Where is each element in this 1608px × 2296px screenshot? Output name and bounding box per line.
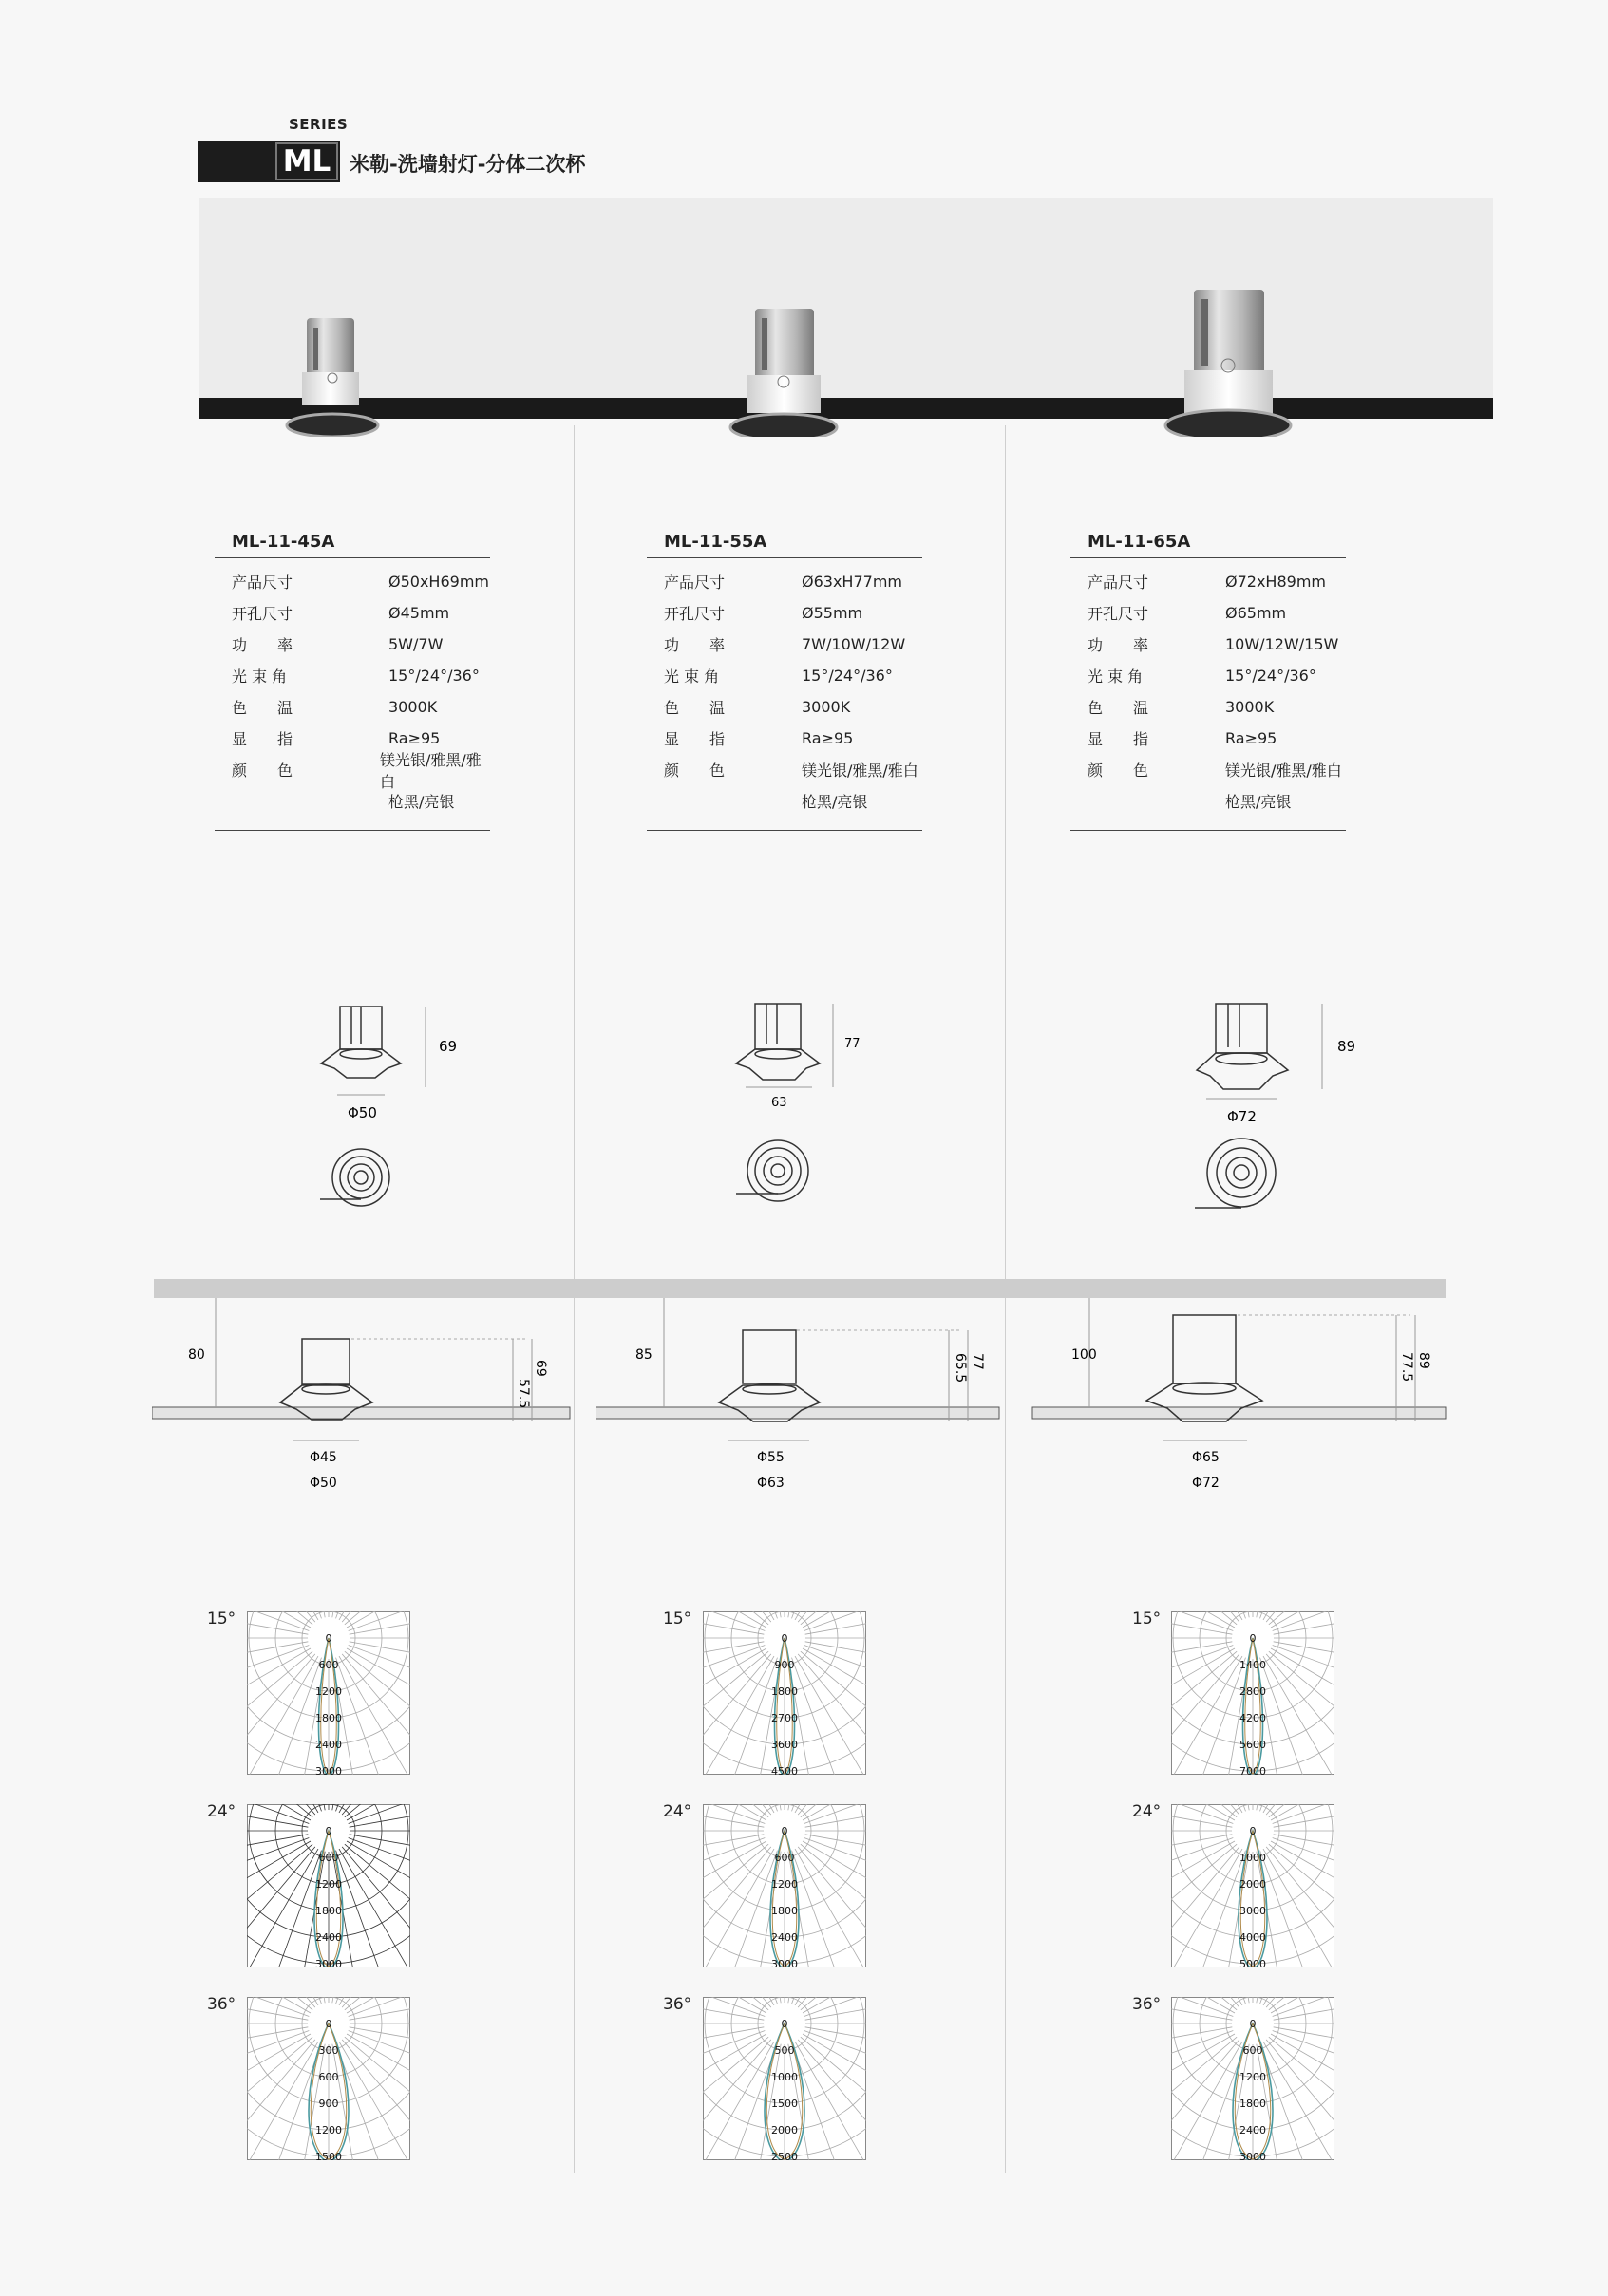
polar-ring-label: 7000 xyxy=(1239,1765,1266,1775)
spec-label: 开孔尺寸 xyxy=(232,605,293,623)
polar-ring-label: 0 xyxy=(325,1632,332,1645)
page-title: 米勒-洗墙射灯-分体二次杯 xyxy=(350,153,586,176)
install-recess-depth: 85 xyxy=(635,1347,653,1363)
spec-value: 枪黑/亮银 xyxy=(802,793,868,811)
spec-row xyxy=(1088,691,1346,723)
spec-label: 色 温 xyxy=(232,699,293,717)
spec-row xyxy=(232,785,490,817)
spec-label: 光 束 角 xyxy=(1088,668,1144,686)
spec-value: 枪黑/亮银 xyxy=(388,793,455,811)
spec-value: Ø55mm xyxy=(802,604,863,622)
spec-value: 镁光银/雅黑/雅白 xyxy=(379,750,482,791)
spec-label: 光 束 角 xyxy=(232,668,288,686)
beam-angle-label: 36° xyxy=(1132,1995,1162,2014)
polar-ring-label: 4200 xyxy=(1239,1712,1266,1724)
spec-label: 颜 色 xyxy=(232,762,293,780)
beam-angle-label: 24° xyxy=(663,1802,692,1821)
polar-ring-label: 3000 xyxy=(771,1958,798,1967)
polar-ring-label: 500 xyxy=(774,2044,795,2057)
polar-ring-label: 600 xyxy=(318,1852,339,1864)
spec-label: 产品尺寸 xyxy=(232,574,293,592)
polar-ring-label: 3000 xyxy=(315,1958,342,1967)
spec-value: Ø63xH77mm xyxy=(802,573,902,591)
polar-diagram xyxy=(247,1997,410,2160)
spec-row xyxy=(664,785,922,817)
polar-ring-label: 1500 xyxy=(771,2098,798,2110)
polar-ring-label: 2400 xyxy=(1239,2124,1266,2136)
spec-value: 7W/10W/12W xyxy=(802,635,906,653)
spec-row xyxy=(664,723,922,754)
dimension-height: 89 xyxy=(1337,1038,1356,1055)
polar-ring-label: 900 xyxy=(774,1659,795,1671)
product-spec-55a xyxy=(647,532,922,831)
install-cutout: Φ55 xyxy=(757,1450,785,1465)
beam-angle-label: 36° xyxy=(207,1995,236,2014)
product-render-55a xyxy=(730,309,837,437)
product-render-65a xyxy=(1165,290,1291,437)
install-inner-height: 77.5 xyxy=(1399,1352,1414,1383)
polar-ring-label: 2000 xyxy=(1239,1878,1266,1891)
spec-value: 镁光银/雅黑/雅白 xyxy=(802,762,918,780)
install-cutout: Φ65 xyxy=(1192,1450,1220,1465)
spec-value: 3000K xyxy=(1225,698,1275,716)
polar-diagram xyxy=(247,1804,410,1967)
spec-label: 功 率 xyxy=(1088,636,1149,654)
polar-ring-label: 900 xyxy=(318,2098,339,2110)
spec-value: Ra≥95 xyxy=(1225,729,1277,747)
spec-row xyxy=(664,629,922,660)
spec-label: 开孔尺寸 xyxy=(1088,605,1149,623)
polar-ring-label: 2800 xyxy=(1239,1685,1266,1698)
spec-label: 产品尺寸 xyxy=(664,574,726,592)
dimension-diameter: 63 xyxy=(771,1096,787,1110)
installation-drawing-45a xyxy=(152,1298,575,1497)
spec-value: Ø72xH89mm xyxy=(1225,573,1326,591)
spec-value: 15°/24°/36° xyxy=(1225,667,1316,685)
polar-ring-label: 2400 xyxy=(315,1739,342,1751)
install-recess-depth: 80 xyxy=(188,1347,205,1363)
spec-row xyxy=(232,750,490,791)
spec-value: 5W/7W xyxy=(388,635,444,653)
spec-value: Ra≥95 xyxy=(388,729,441,747)
polar-diagram xyxy=(703,1997,866,2160)
spec-list xyxy=(647,566,922,817)
dimension-diameter: Φ50 xyxy=(348,1104,377,1121)
spec-label: 光 束 角 xyxy=(664,668,720,686)
install-total-height: 77 xyxy=(970,1353,985,1370)
beam-angle-label: 15° xyxy=(663,1609,692,1628)
install-inner-height: 65.5 xyxy=(953,1353,968,1383)
beam-angle-label: 24° xyxy=(1132,1802,1162,1821)
dimension-drawing-45a xyxy=(285,992,513,1211)
beam-angle-label: 15° xyxy=(1132,1609,1162,1628)
model-name: ML-11-45A xyxy=(232,532,335,552)
polar-ring-label: 1800 xyxy=(771,1905,798,1917)
spec-value: 15°/24°/36° xyxy=(802,667,893,685)
install-total-height: 89 xyxy=(1416,1352,1431,1369)
spec-value: Ø65mm xyxy=(1225,604,1287,622)
polar-ring-label: 3600 xyxy=(771,1739,798,1751)
dimension-height: 77 xyxy=(844,1037,861,1051)
spec-value: 3000K xyxy=(388,698,438,716)
spec-rule xyxy=(215,557,490,558)
polar-ring-label: 4500 xyxy=(771,1765,798,1775)
install-inner-height: 57.5 xyxy=(516,1379,531,1409)
spec-value: 3000K xyxy=(802,698,851,716)
install-total-height: 69 xyxy=(533,1360,548,1377)
polar-ring-label: 1800 xyxy=(315,1905,342,1917)
spec-label: 开孔尺寸 xyxy=(664,605,726,623)
spec-value: Ø45mm xyxy=(388,604,450,622)
beam-angle-label: 36° xyxy=(663,1995,692,2014)
spec-label: 颜 色 xyxy=(1088,762,1149,780)
polar-ring-label: 0 xyxy=(1249,1825,1257,1837)
polar-diagram xyxy=(1171,1997,1334,2160)
spec-row xyxy=(232,597,490,629)
spec-row xyxy=(1088,660,1346,691)
install-cutout: Φ45 xyxy=(310,1450,337,1465)
spec-label: 显 指 xyxy=(664,730,726,748)
install-recess-depth: 100 xyxy=(1071,1347,1097,1363)
polar-ring-label: 4000 xyxy=(1239,1931,1266,1944)
polar-ring-label: 1400 xyxy=(1239,1659,1266,1671)
spec-row xyxy=(1088,566,1346,597)
spec-row xyxy=(664,597,922,629)
polar-ring-label: 1500 xyxy=(315,2151,342,2160)
spec-rule xyxy=(1070,830,1346,831)
polar-ring-label: 600 xyxy=(774,1852,795,1864)
spec-label: 产品尺寸 xyxy=(1088,574,1149,592)
spec-list xyxy=(215,566,490,817)
polar-ring-label: 1200 xyxy=(315,2124,342,2136)
spec-label: 显 指 xyxy=(232,730,293,748)
polar-ring-label: 5000 xyxy=(1239,1958,1266,1967)
series-code: ML xyxy=(275,142,338,180)
model-name: ML-11-55A xyxy=(664,532,767,552)
spec-rule xyxy=(1070,557,1346,558)
polar-ring-label: 0 xyxy=(325,1825,332,1837)
polar-ring-label: 600 xyxy=(1242,2044,1263,2057)
polar-ring-label: 0 xyxy=(1249,1632,1257,1645)
spec-rule xyxy=(647,557,922,558)
spec-label: 功 率 xyxy=(664,636,726,654)
polar-ring-label: 1200 xyxy=(315,1878,342,1891)
spec-value: 枪黑/亮银 xyxy=(1225,793,1292,811)
spec-value: Ra≥95 xyxy=(802,729,854,747)
beam-angle-label: 24° xyxy=(207,1802,236,1821)
polar-ring-label: 1200 xyxy=(315,1685,342,1698)
polar-ring-label: 0 xyxy=(781,2018,788,2030)
spec-value: 镁光银/雅黑/雅白 xyxy=(1225,762,1342,780)
polar-ring-label: 2500 xyxy=(771,2151,798,2160)
polar-ring-label: 1000 xyxy=(1239,1852,1266,1864)
spec-row xyxy=(1088,629,1346,660)
dimension-diameter: Φ72 xyxy=(1227,1108,1257,1125)
polar-ring-label: 0 xyxy=(1249,2018,1257,2030)
spec-label: 颜 色 xyxy=(664,762,726,780)
polar-diagram xyxy=(703,1611,866,1775)
polar-ring-label: 600 xyxy=(318,2071,339,2083)
spec-row xyxy=(232,566,490,597)
polar-ring-label: 0 xyxy=(781,1825,788,1837)
spec-label: 色 温 xyxy=(664,699,726,717)
polar-ring-label: 2400 xyxy=(315,1931,342,1944)
polar-ring-label: 300 xyxy=(318,2044,339,2057)
product-spec-65a xyxy=(1070,532,1346,831)
installation-drawing-55a xyxy=(596,1298,1004,1497)
dimension-drawing-65a xyxy=(1178,992,1406,1225)
polar-ring-label: 3000 xyxy=(1239,1905,1266,1917)
series-label: SERIES xyxy=(289,116,349,133)
polar-ring-label: 0 xyxy=(325,2018,332,2030)
spec-label: 显 指 xyxy=(1088,730,1149,748)
polar-diagram xyxy=(247,1611,410,1775)
polar-ring-label: 1800 xyxy=(771,1685,798,1698)
polar-ring-label: 5600 xyxy=(1239,1739,1266,1751)
beam-angle-label: 15° xyxy=(207,1609,236,1628)
polar-ring-label: 0 xyxy=(781,1632,788,1645)
spec-row xyxy=(1088,754,1346,785)
polar-ring-label: 1000 xyxy=(771,2071,798,2083)
product-renders xyxy=(199,266,1493,437)
spec-row xyxy=(232,691,490,723)
polar-ring-label: 1800 xyxy=(1239,2098,1266,2110)
spec-label: 色 温 xyxy=(1088,699,1149,717)
dimension-drawing-55a xyxy=(717,992,945,1211)
spec-row xyxy=(1088,785,1346,817)
column-divider xyxy=(1005,425,1006,2173)
model-name: ML-11-65A xyxy=(1088,532,1191,552)
spec-label: 功 率 xyxy=(232,636,293,654)
polar-ring-label: 1200 xyxy=(771,1878,798,1891)
polar-ring-label: 1200 xyxy=(1239,2071,1266,2083)
spec-row xyxy=(664,691,922,723)
spec-row xyxy=(232,629,490,660)
polar-ring-label: 3000 xyxy=(1239,2151,1266,2160)
spec-value: 10W/12W/15W xyxy=(1225,635,1339,653)
install-outer: Φ63 xyxy=(757,1476,785,1491)
spec-row xyxy=(1088,597,1346,629)
polar-diagram xyxy=(1171,1611,1334,1775)
spec-row xyxy=(664,660,922,691)
polar-ring-label: 2000 xyxy=(771,2124,798,2136)
install-outer: Φ50 xyxy=(310,1476,337,1491)
spec-rule xyxy=(215,830,490,831)
product-render-45a xyxy=(287,318,378,437)
product-spec-45a xyxy=(215,532,490,831)
polar-diagram xyxy=(703,1804,866,1967)
polar-ring-label: 600 xyxy=(318,1659,339,1671)
polar-ring-label: 3000 xyxy=(315,1765,342,1775)
install-outer: Φ72 xyxy=(1192,1476,1220,1491)
spec-row xyxy=(232,660,490,691)
spec-row xyxy=(1088,723,1346,754)
dimension-height: 69 xyxy=(439,1038,458,1055)
spec-rule xyxy=(647,830,922,831)
polar-ring-label: 2700 xyxy=(771,1712,798,1724)
spec-list xyxy=(1070,566,1346,817)
polar-ring-label: 2400 xyxy=(771,1931,798,1944)
polar-ring-label: 1800 xyxy=(315,1712,342,1724)
polar-diagram xyxy=(1171,1804,1334,1967)
installation-drawing-65a xyxy=(1031,1298,1453,1497)
spec-value: 15°/24°/36° xyxy=(388,667,480,685)
ceiling-band xyxy=(154,1279,1446,1298)
spec-value: Ø50xH69mm xyxy=(388,573,489,591)
spec-row xyxy=(664,566,922,597)
spec-row xyxy=(664,754,922,785)
